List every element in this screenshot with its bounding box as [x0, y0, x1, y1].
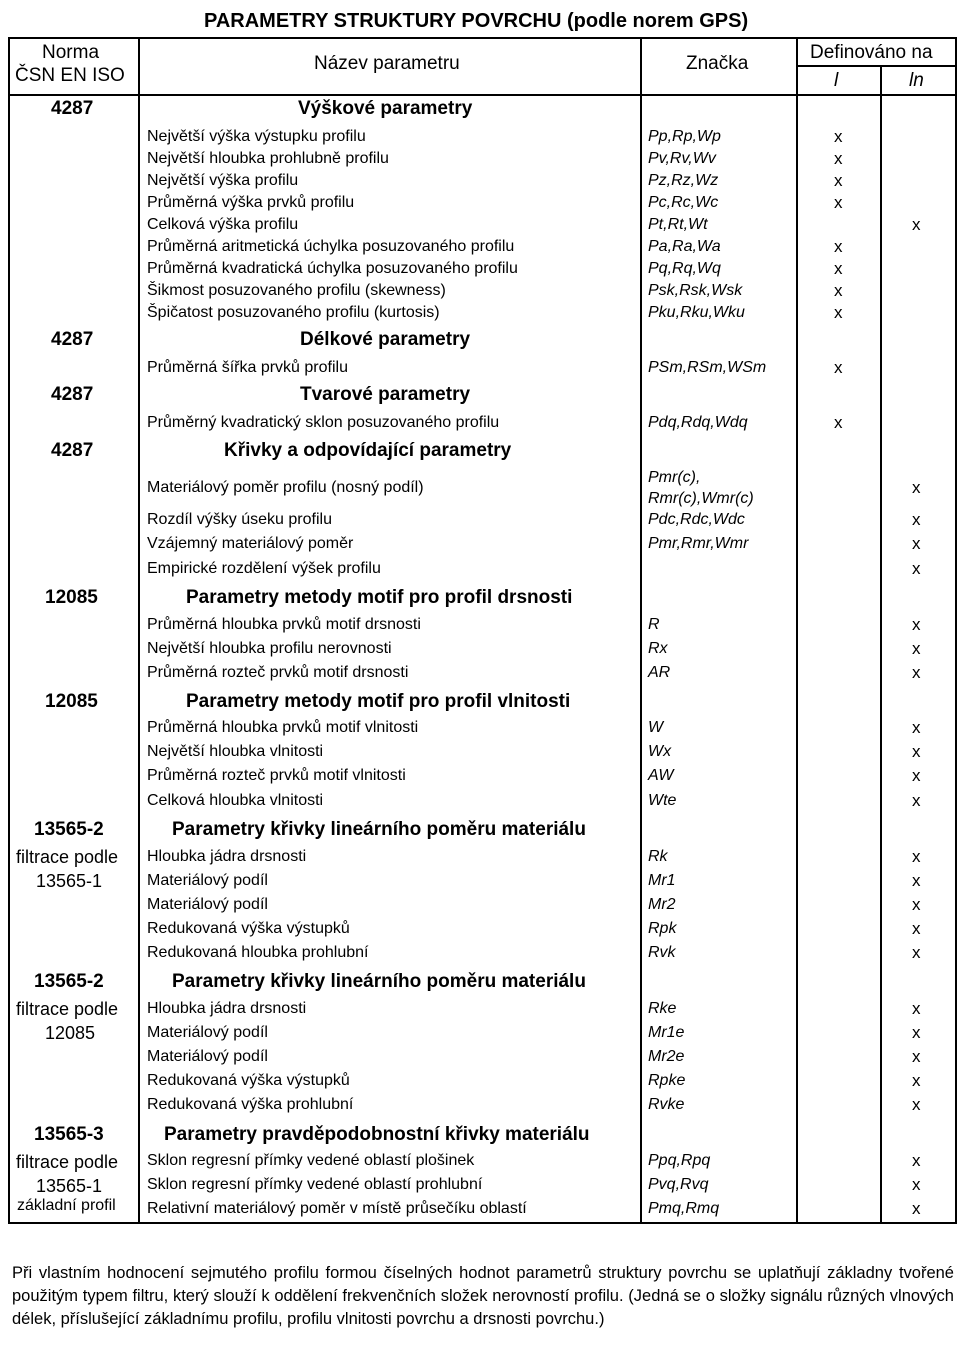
header-parameter-name: Název parametru: [314, 53, 460, 74]
table-border-left: [8, 38, 10, 1224]
defined-on-ln-mark: x: [912, 742, 921, 761]
parameter-symbol: Pmr,Rmr,Wmr: [648, 535, 749, 552]
parameter-name: Relativní materiálový poměr v místě průsečíku oblastí: [147, 1200, 527, 1217]
parameter-name: Průměrná výška prvků profilu: [147, 194, 355, 211]
parameter-symbol: Pc,Rc,Wc: [648, 194, 719, 211]
parameter-symbol: Ppq,Rpq: [648, 1152, 711, 1169]
parameter-name: Průměrný kvadratický sklon posuzovaného profilu: [147, 414, 500, 431]
table-top-border: [8, 37, 957, 39]
parameter-symbol: Pq,Rq,Wq: [648, 260, 721, 277]
parameter-symbol: Pa,Ra,Wa: [648, 238, 721, 255]
parameter-symbol: Pmr(c),: [648, 469, 701, 486]
parameter-name: Materiálový podíl: [147, 1024, 268, 1041]
defined-on-ln-mark: x: [912, 478, 921, 497]
parameter-name: Redukovaná výška výstupků: [147, 1072, 350, 1089]
defined-on-ln-mark: x: [912, 895, 921, 914]
defined-on-ln-mark: x: [912, 999, 921, 1018]
parameter-name: Špičatost posuzovaného profilu (kurtosis): [147, 304, 440, 321]
parameter-name: Průměrná aritmetická úchylka posuzovaného profilu: [147, 238, 515, 255]
parameter-name: Celková výška profilu: [147, 216, 299, 233]
parameter-name: Redukovaná výška výstupků: [147, 920, 350, 937]
defined-on-ln-mark: x: [912, 1047, 921, 1066]
defined-on-ln-mark: x: [912, 663, 921, 682]
l-ln-column-divider: [880, 66, 882, 1224]
parameter-symbol: Wte: [648, 792, 677, 809]
defined-on-ln-mark: x: [912, 1175, 921, 1194]
defined-on-l-mark: x: [834, 358, 843, 377]
defined-on-ln-mark: x: [912, 919, 921, 938]
parameter-symbol: Pz,Rz,Wz: [648, 172, 719, 189]
header-norma-line1: Norma: [42, 42, 100, 63]
section-filter-norm: 12085: [45, 1023, 96, 1043]
section-filter-note: filtrace podle: [16, 999, 119, 1019]
parameter-symbol: Pt,Rt,Wt: [648, 216, 708, 233]
section-title: Délkové parametry: [300, 329, 471, 350]
parameter-symbol: Pvq,Rvq: [648, 1176, 709, 1193]
footnote: Při vlastním hodnocení sejmutého profilu formou číselných hodnot parametrů struktury povrchu se uplatňují základny tvořené použitým typem filtru, který slouží k oddělení frekvenčních složek nerovností profilu. (Jedná se o složky signálu různých vlnových délek, příslušející základnímu profilu, profilu vlnitosti povrchu a drsnosti povrchu.): [12, 1264, 954, 1328]
parameter-name: Průměrná hloubka prvků motif drsnosti: [147, 616, 421, 633]
section-title: Tvarové parametry: [300, 384, 471, 405]
defined-on-ln-mark: x: [912, 559, 921, 578]
defined-on-ln-mark: x: [912, 639, 921, 658]
parameter-symbol: Rvk: [648, 944, 676, 961]
parameter-symbol: Mr1e: [648, 1024, 685, 1041]
parameter-name: Průměrná rozteč prvků motif drsnosti: [147, 664, 409, 681]
page-title: PARAMETRY STRUKTURY POVRCHU (podle norem GPS): [204, 10, 749, 32]
defined-on-l-mark: x: [834, 413, 843, 432]
section-filter-norm: 13565-1: [36, 1176, 103, 1196]
defined-on-ln-mark: x: [912, 766, 921, 785]
parameter-name: Rozdíl výšky úseku profilu: [147, 511, 332, 528]
section-title: Parametry křivky lineárního poměru materiálu: [172, 819, 586, 840]
defined-on-ln-mark: x: [912, 1199, 921, 1218]
header-l: l: [834, 70, 839, 91]
defined-subheader-line: [796, 65, 957, 67]
parameter-symbol: Mr2e: [648, 1048, 685, 1065]
parameter-name: Největší hloubka profilu nerovnosti: [147, 640, 392, 657]
parameter-symbol: Mr1: [648, 872, 676, 889]
parameter-name: Redukovaná hloubka prohlubní: [147, 944, 369, 961]
section-norm: 4287: [51, 440, 94, 461]
symbol-column-divider: [640, 38, 642, 1224]
defined-on-l-mark: x: [834, 281, 843, 300]
table-bottom-border: [8, 1222, 957, 1224]
parameter-name: Největší hloubka vlnitosti: [147, 743, 324, 760]
parameter-symbol: PSm,RSm,WSm: [648, 359, 767, 376]
parameter-symbol: Rx: [648, 640, 668, 657]
parameter-name: Materiálový podíl: [147, 1048, 268, 1065]
section-title: Parametry křivky lineárního poměru materiálu: [172, 971, 586, 992]
defined-on-ln-mark: x: [912, 215, 921, 234]
defined-on-ln-mark: x: [912, 847, 921, 866]
parameter-symbol: Psk,Rsk,Wsk: [648, 282, 743, 299]
section-norm: 12085: [45, 691, 98, 712]
parameter-name: Empirické rozdělení výšek profilu: [147, 560, 381, 577]
parameter-name: Největší výška profilu: [147, 172, 299, 189]
section-filter-base: základní profil: [17, 1197, 116, 1214]
defined-on-ln-mark: x: [912, 791, 921, 810]
table-border-right: [955, 38, 957, 1224]
parameter-symbol: Pp,Rp,Wp: [648, 128, 721, 145]
parameter-name: Šikmost posuzovaného profilu (skewness): [147, 282, 446, 299]
defined-on-ln-mark: x: [912, 943, 921, 962]
section-norm: 13565-2: [34, 819, 104, 840]
defined-on-ln-mark: x: [912, 1071, 921, 1090]
defined-on-l-mark: x: [834, 171, 843, 190]
defined-on-l-mark: x: [834, 237, 843, 256]
parameter-symbol-continued: Rmr(c),Wmr(c): [648, 490, 754, 507]
parameter-name: Sklon regresní přímky vedené oblastí plošinek: [147, 1152, 475, 1169]
section-filter-norm: 13565-1: [36, 871, 103, 891]
parameter-symbol: Rvke: [648, 1096, 685, 1113]
parameter-symbol: AW: [648, 767, 674, 784]
section-title: Parametry metody motif pro profil drsnosti: [186, 587, 573, 608]
defined-on-l-mark: x: [834, 149, 843, 168]
defined-on-l-mark: x: [834, 259, 843, 278]
section-norm: 12085: [45, 587, 98, 608]
section-title: Parametry pravděpodobnostní křivky materiálu: [164, 1124, 590, 1145]
parameter-symbol: Rk: [648, 848, 668, 865]
parameter-symbol: Rke: [648, 1000, 677, 1017]
section-norm: 4287: [51, 329, 94, 350]
parameter-name: Průměrná rozteč prvků motif vlnitosti: [147, 767, 406, 784]
parameter-name: Průměrná hloubka prvků motif vlnitosti: [147, 719, 419, 736]
section-norm: 4287: [51, 384, 94, 405]
parameter-symbol: Rpke: [648, 1072, 686, 1089]
parameter-name: Největší výška výstupku profilu: [147, 128, 366, 145]
defined-on-ln-mark: x: [912, 615, 921, 634]
parameter-symbol: Pdq,Rdq,Wdq: [648, 414, 748, 431]
parameter-symbol: Pmq,Rmq: [648, 1200, 720, 1217]
defined-on-ln-mark: x: [912, 1151, 921, 1170]
defined-on-l-mark: x: [834, 193, 843, 212]
parameter-symbol: Rpk: [648, 920, 677, 937]
parameter-symbol: Pdc,Rdc,Wdc: [648, 511, 745, 528]
parameter-name: Hloubka jádra drsnosti: [147, 1000, 307, 1017]
defined-on-ln-mark: x: [912, 718, 921, 737]
defined-on-l-mark: x: [834, 303, 843, 322]
section-title: Výškové parametry: [298, 98, 473, 119]
section-norm: 13565-2: [34, 971, 104, 992]
section-title: Parametry metody motif pro profil vlnitosti: [186, 691, 571, 712]
parameter-symbol: Pku,Rku,Wku: [648, 304, 745, 321]
section-filter-note: filtrace podle: [16, 1152, 119, 1172]
defined-on-ln-mark: x: [912, 871, 921, 890]
parameter-name: Hloubka jádra drsnosti: [147, 848, 307, 865]
parameter-symbol: R: [648, 616, 660, 633]
defined-on-ln-mark: x: [912, 1095, 921, 1114]
defined-on-ln-mark: x: [912, 534, 921, 553]
section-norm: 13565-3: [34, 1124, 104, 1145]
parameter-name: Materiálový podíl: [147, 896, 268, 913]
parameter-name: Průměrná šířka prvků profilu: [147, 359, 348, 376]
header-bottom-border: [8, 94, 957, 96]
parameter-symbol: Wx: [648, 743, 672, 760]
header-symbol: Značka: [686, 53, 749, 74]
defined-on-ln-mark: x: [912, 510, 921, 529]
parameter-name: Materiálový poměr profilu (nosný podíl): [147, 479, 424, 496]
parameter-symbol: Pv,Rv,Wv: [648, 150, 716, 167]
parameter-name: Materiálový podíl: [147, 872, 268, 889]
norm-column-divider: [138, 38, 140, 1224]
defined-on-l-mark: x: [834, 127, 843, 146]
parameter-symbol: W: [648, 719, 664, 736]
parameter-name: Největší hloubka prohlubně profilu: [147, 150, 389, 167]
parameter-symbol: Mr2: [648, 896, 676, 913]
parameter-name: Sklon regresní přímky vedené oblastí prohlubní: [147, 1176, 483, 1193]
header-norma-line2: ČSN EN ISO: [15, 65, 125, 86]
parameter-name: Redukovaná výška prohlubní: [147, 1096, 354, 1113]
parameter-symbol: AR: [648, 664, 671, 681]
section-title: Křivky a odpovídající parametry: [224, 440, 512, 461]
header-defined-on: Definováno na: [810, 42, 933, 63]
parameter-name: Celková hloubka vlnitosti: [147, 792, 324, 809]
defined-column-divider: [796, 38, 798, 1224]
section-filter-note: filtrace podle: [16, 847, 119, 867]
parameter-name: Průměrná kvadratická úchylka posuzovaného profilu: [147, 260, 518, 277]
section-norm: 4287: [51, 98, 94, 119]
defined-on-ln-mark: x: [912, 1023, 921, 1042]
parameter-name: Vzájemný materiálový poměr: [147, 535, 354, 552]
header-ln: ln: [909, 70, 924, 91]
